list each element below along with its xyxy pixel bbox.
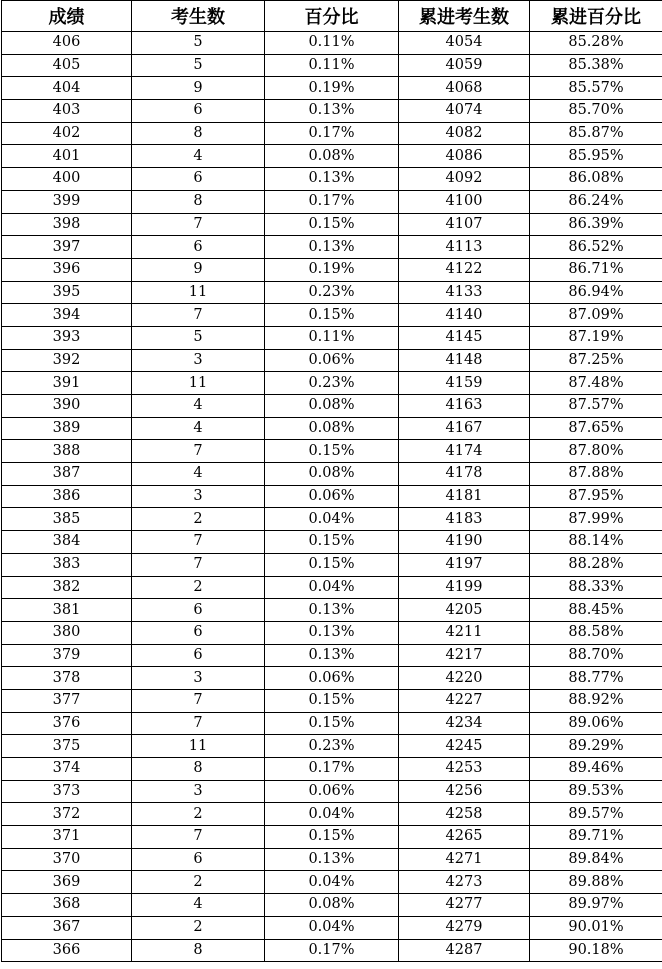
header-percent: 百分比 — [265, 1, 399, 32]
cell-count: 6 — [132, 236, 265, 259]
cell-percent: 0.15% — [265, 553, 399, 576]
cell-cumulative-percent: 87.80% — [530, 440, 662, 463]
cell-cumulative-percent: 87.19% — [530, 326, 662, 349]
cell-cumulative-count: 4220 — [399, 667, 530, 690]
table-row — [2, 168, 662, 191]
cell-count: 4 — [132, 395, 265, 418]
cell-cumulative-count: 4074 — [399, 100, 530, 123]
cell-cumulative-count: 4199 — [399, 576, 530, 599]
cell-cumulative-count: 4100 — [399, 190, 530, 213]
table-row — [2, 803, 662, 826]
cell-count: 6 — [132, 599, 265, 622]
table-row — [2, 258, 662, 281]
cell-score: 401 — [2, 145, 132, 168]
cell-score: 402 — [2, 122, 132, 145]
cell-count: 4 — [132, 145, 265, 168]
cell-cumulative-count: 4107 — [399, 213, 530, 236]
cell-cumulative-count: 4279 — [399, 916, 530, 939]
cell-cumulative-count: 4145 — [399, 326, 530, 349]
cell-cumulative-count: 4227 — [399, 689, 530, 712]
cell-percent: 0.08% — [265, 463, 399, 486]
cell-score: 375 — [2, 735, 132, 758]
table-row — [2, 440, 662, 463]
cell-score: 376 — [2, 712, 132, 735]
cell-percent: 0.13% — [265, 599, 399, 622]
cell-count: 11 — [132, 372, 265, 395]
cell-cumulative-percent: 85.70% — [530, 100, 662, 123]
cell-cumulative-count: 4082 — [399, 122, 530, 145]
cell-count: 5 — [132, 326, 265, 349]
cell-cumulative-percent: 87.95% — [530, 485, 662, 508]
cell-count: 9 — [132, 258, 265, 281]
cell-cumulative-percent: 90.18% — [530, 939, 662, 962]
table-row — [2, 508, 662, 531]
cell-percent: 0.04% — [265, 576, 399, 599]
table-row — [2, 916, 662, 939]
cell-score: 394 — [2, 304, 132, 327]
cell-count: 9 — [132, 77, 265, 100]
cell-score: 400 — [2, 168, 132, 191]
cell-score: 374 — [2, 758, 132, 781]
table-row — [2, 281, 662, 304]
cell-cumulative-count: 4287 — [399, 939, 530, 962]
table-header — [2, 1, 662, 32]
cell-count: 3 — [132, 485, 265, 508]
cell-percent: 0.13% — [265, 168, 399, 191]
cell-cumulative-percent: 89.29% — [530, 735, 662, 758]
cell-cumulative-percent: 88.92% — [530, 689, 662, 712]
cell-percent: 0.04% — [265, 871, 399, 894]
cell-percent: 0.23% — [265, 372, 399, 395]
cell-cumulative-percent: 89.71% — [530, 826, 662, 849]
cell-count: 2 — [132, 871, 265, 894]
cell-score: 398 — [2, 213, 132, 236]
cell-count: 2 — [132, 803, 265, 826]
cell-cumulative-percent: 86.52% — [530, 236, 662, 259]
table-row — [2, 372, 662, 395]
cell-count: 7 — [132, 826, 265, 849]
cell-score: 391 — [2, 372, 132, 395]
cell-score: 405 — [2, 54, 132, 77]
cell-cumulative-percent: 85.57% — [530, 77, 662, 100]
header-row — [2, 1, 662, 32]
cell-cumulative-percent: 88.28% — [530, 553, 662, 576]
table-row — [2, 100, 662, 123]
cell-cumulative-percent: 86.94% — [530, 281, 662, 304]
cell-cumulative-percent: 87.48% — [530, 372, 662, 395]
cell-cumulative-count: 4054 — [399, 32, 530, 55]
table-row — [2, 576, 662, 599]
cell-cumulative-percent: 85.38% — [530, 54, 662, 77]
cell-score: 369 — [2, 871, 132, 894]
cell-percent: 0.04% — [265, 508, 399, 531]
table-row — [2, 644, 662, 667]
cell-cumulative-percent: 87.99% — [530, 508, 662, 531]
table-body — [2, 32, 662, 962]
cell-cumulative-count: 4122 — [399, 258, 530, 281]
cell-percent: 0.17% — [265, 758, 399, 781]
cell-cumulative-percent: 89.88% — [530, 871, 662, 894]
table-row — [2, 395, 662, 418]
cell-percent: 0.13% — [265, 848, 399, 871]
cell-score: 403 — [2, 100, 132, 123]
cell-percent: 0.06% — [265, 349, 399, 372]
cell-cumulative-percent: 89.84% — [530, 848, 662, 871]
cell-percent: 0.23% — [265, 735, 399, 758]
header-cumulative-percent: 累进百分比 — [530, 1, 662, 32]
cell-count: 3 — [132, 780, 265, 803]
score-distribution-table — [1, 0, 662, 962]
cell-count: 6 — [132, 848, 265, 871]
cell-cumulative-count: 4140 — [399, 304, 530, 327]
cell-cumulative-percent: 89.53% — [530, 780, 662, 803]
table-row — [2, 463, 662, 486]
cell-percent: 0.19% — [265, 77, 399, 100]
cell-count: 8 — [132, 122, 265, 145]
cell-cumulative-percent: 88.14% — [530, 531, 662, 554]
table-row — [2, 826, 662, 849]
table-row — [2, 145, 662, 168]
cell-cumulative-percent: 85.28% — [530, 32, 662, 55]
cell-count: 2 — [132, 576, 265, 599]
table-row — [2, 213, 662, 236]
cell-cumulative-count: 4234 — [399, 712, 530, 735]
cell-cumulative-count: 4068 — [399, 77, 530, 100]
table-row — [2, 485, 662, 508]
table-row — [2, 894, 662, 917]
cell-cumulative-count: 4174 — [399, 440, 530, 463]
cell-cumulative-count: 4217 — [399, 644, 530, 667]
cell-cumulative-count: 4211 — [399, 621, 530, 644]
cell-cumulative-count: 4183 — [399, 508, 530, 531]
cell-percent: 0.13% — [265, 100, 399, 123]
cell-count: 3 — [132, 667, 265, 690]
cell-count: 8 — [132, 190, 265, 213]
table-row — [2, 236, 662, 259]
cell-score: 385 — [2, 508, 132, 531]
cell-count: 7 — [132, 531, 265, 554]
cell-score: 373 — [2, 780, 132, 803]
cell-cumulative-count: 4273 — [399, 871, 530, 894]
cell-cumulative-percent: 85.95% — [530, 145, 662, 168]
table-row — [2, 689, 662, 712]
cell-percent: 0.08% — [265, 395, 399, 418]
cell-percent: 0.17% — [265, 122, 399, 145]
cell-cumulative-count: 4265 — [399, 826, 530, 849]
cell-cumulative-percent: 86.39% — [530, 213, 662, 236]
cell-percent: 0.17% — [265, 939, 399, 962]
cell-count: 11 — [132, 735, 265, 758]
cell-percent: 0.15% — [265, 304, 399, 327]
cell-percent: 0.17% — [265, 190, 399, 213]
cell-count: 7 — [132, 440, 265, 463]
cell-cumulative-percent: 88.45% — [530, 599, 662, 622]
cell-count: 11 — [132, 281, 265, 304]
cell-cumulative-percent: 89.46% — [530, 758, 662, 781]
cell-percent: 0.08% — [265, 417, 399, 440]
cell-percent: 0.06% — [265, 485, 399, 508]
table-row — [2, 531, 662, 554]
cell-percent: 0.08% — [265, 894, 399, 917]
cell-score: 393 — [2, 326, 132, 349]
cell-score: 384 — [2, 531, 132, 554]
cell-score: 381 — [2, 599, 132, 622]
cell-percent: 0.15% — [265, 440, 399, 463]
cell-score: 370 — [2, 848, 132, 871]
cell-cumulative-percent: 87.09% — [530, 304, 662, 327]
cell-cumulative-count: 4190 — [399, 531, 530, 554]
cell-count: 3 — [132, 349, 265, 372]
cell-cumulative-count: 4163 — [399, 395, 530, 418]
cell-cumulative-count: 4092 — [399, 168, 530, 191]
table-row — [2, 780, 662, 803]
table-row — [2, 553, 662, 576]
cell-percent: 0.11% — [265, 326, 399, 349]
cell-cumulative-percent: 89.97% — [530, 894, 662, 917]
cell-cumulative-count: 4181 — [399, 485, 530, 508]
cell-cumulative-count: 4197 — [399, 553, 530, 576]
cell-count: 7 — [132, 304, 265, 327]
cell-cumulative-percent: 90.01% — [530, 916, 662, 939]
cell-cumulative-percent: 87.65% — [530, 417, 662, 440]
cell-score: 386 — [2, 485, 132, 508]
cell-cumulative-count: 4178 — [399, 463, 530, 486]
cell-score: 404 — [2, 77, 132, 100]
cell-count: 4 — [132, 417, 265, 440]
table-row — [2, 349, 662, 372]
cell-count: 8 — [132, 939, 265, 962]
cell-score: 371 — [2, 826, 132, 849]
cell-percent: 0.19% — [265, 258, 399, 281]
cell-percent: 0.04% — [265, 803, 399, 826]
cell-score: 392 — [2, 349, 132, 372]
table-row — [2, 417, 662, 440]
table-row — [2, 77, 662, 100]
cell-count: 2 — [132, 508, 265, 531]
cell-percent: 0.06% — [265, 780, 399, 803]
cell-cumulative-percent: 89.06% — [530, 712, 662, 735]
cell-cumulative-count: 4059 — [399, 54, 530, 77]
cell-cumulative-count: 4148 — [399, 349, 530, 372]
cell-score: 406 — [2, 32, 132, 55]
cell-score: 389 — [2, 417, 132, 440]
cell-count: 5 — [132, 32, 265, 55]
cell-score: 372 — [2, 803, 132, 826]
cell-score: 390 — [2, 395, 132, 418]
cell-cumulative-count: 4256 — [399, 780, 530, 803]
cell-percent: 0.15% — [265, 826, 399, 849]
cell-cumulative-percent: 86.24% — [530, 190, 662, 213]
table-row — [2, 735, 662, 758]
cell-count: 6 — [132, 168, 265, 191]
cell-cumulative-count: 4167 — [399, 417, 530, 440]
cell-cumulative-count: 4205 — [399, 599, 530, 622]
cell-score: 368 — [2, 894, 132, 917]
cell-cumulative-percent: 89.57% — [530, 803, 662, 826]
table-row — [2, 758, 662, 781]
cell-percent: 0.15% — [265, 213, 399, 236]
table-row — [2, 304, 662, 327]
table-row — [2, 190, 662, 213]
cell-cumulative-percent: 88.77% — [530, 667, 662, 690]
cell-percent: 0.06% — [265, 667, 399, 690]
cell-cumulative-percent: 88.33% — [530, 576, 662, 599]
table-row — [2, 667, 662, 690]
cell-count: 7 — [132, 712, 265, 735]
cell-count: 4 — [132, 463, 265, 486]
cell-percent: 0.11% — [265, 32, 399, 55]
cell-percent: 0.08% — [265, 145, 399, 168]
cell-score: 380 — [2, 621, 132, 644]
cell-score: 387 — [2, 463, 132, 486]
cell-count: 7 — [132, 213, 265, 236]
header-score: 成绩 — [2, 1, 132, 32]
table-row — [2, 326, 662, 349]
table-row — [2, 599, 662, 622]
cell-percent: 0.15% — [265, 712, 399, 735]
cell-score: 399 — [2, 190, 132, 213]
cell-cumulative-percent: 86.71% — [530, 258, 662, 281]
table-row — [2, 939, 662, 962]
cell-score: 382 — [2, 576, 132, 599]
cell-cumulative-count: 4258 — [399, 803, 530, 826]
table-row — [2, 621, 662, 644]
cell-score: 397 — [2, 236, 132, 259]
cell-count: 5 — [132, 54, 265, 77]
table-row — [2, 32, 662, 55]
cell-cumulative-count: 4245 — [399, 735, 530, 758]
cell-count: 6 — [132, 644, 265, 667]
cell-score: 366 — [2, 939, 132, 962]
cell-cumulative-count: 4253 — [399, 758, 530, 781]
cell-cumulative-count: 4277 — [399, 894, 530, 917]
cell-cumulative-count: 4133 — [399, 281, 530, 304]
cell-count: 7 — [132, 689, 265, 712]
cell-count: 6 — [132, 100, 265, 123]
cell-cumulative-count: 4271 — [399, 848, 530, 871]
cell-score: 378 — [2, 667, 132, 690]
cell-cumulative-percent: 86.08% — [530, 168, 662, 191]
cell-percent: 0.13% — [265, 644, 399, 667]
cell-score: 383 — [2, 553, 132, 576]
cell-count: 6 — [132, 621, 265, 644]
cell-percent: 0.15% — [265, 531, 399, 554]
cell-percent: 0.11% — [265, 54, 399, 77]
cell-score: 396 — [2, 258, 132, 281]
cell-score: 388 — [2, 440, 132, 463]
cell-cumulative-count: 4159 — [399, 372, 530, 395]
cell-count: 2 — [132, 916, 265, 939]
cell-cumulative-count: 4113 — [399, 236, 530, 259]
table-row — [2, 712, 662, 735]
cell-cumulative-percent: 87.25% — [530, 349, 662, 372]
cell-percent: 0.23% — [265, 281, 399, 304]
cell-percent: 0.15% — [265, 689, 399, 712]
cell-percent: 0.13% — [265, 621, 399, 644]
cell-cumulative-percent: 85.87% — [530, 122, 662, 145]
cell-score: 367 — [2, 916, 132, 939]
header-count: 考生数 — [132, 1, 265, 32]
cell-cumulative-percent: 87.88% — [530, 463, 662, 486]
cell-cumulative-count: 4086 — [399, 145, 530, 168]
cell-percent: 0.13% — [265, 236, 399, 259]
table-row — [2, 54, 662, 77]
table-row — [2, 122, 662, 145]
cell-score: 377 — [2, 689, 132, 712]
cell-score: 395 — [2, 281, 132, 304]
cell-score: 379 — [2, 644, 132, 667]
cell-percent: 0.04% — [265, 916, 399, 939]
cell-cumulative-percent: 87.57% — [530, 395, 662, 418]
cell-cumulative-percent: 88.58% — [530, 621, 662, 644]
table-row — [2, 871, 662, 894]
cell-count: 8 — [132, 758, 265, 781]
cell-cumulative-percent: 88.70% — [530, 644, 662, 667]
header-cumulative-count: 累进考生数 — [399, 1, 530, 32]
cell-count: 7 — [132, 553, 265, 576]
cell-count: 4 — [132, 894, 265, 917]
table-row — [2, 848, 662, 871]
